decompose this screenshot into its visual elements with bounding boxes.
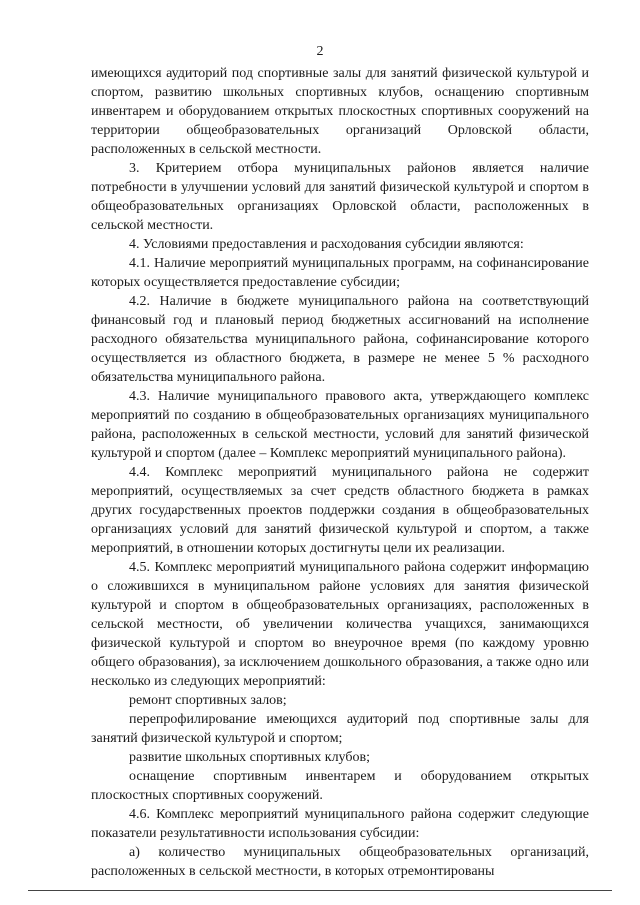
paragraph-4: 4.1. Наличие мероприятий муниципальных программ, на софинансирование которых осуществляется предоставление субсидии; [91, 256, 589, 290]
paragraph-5: 4.2. Наличие в бюджете муниципального района на соответствующий финансовый год и плановый период бюджетных ассигнований на исполнение расходного обязательства муниципального района, софинансирование которого осуществляется из областного бюджета, в размере не менее 5 % расходного обязательства муниципального района. [91, 294, 589, 385]
paragraph-7: 4.4. Комплекс мероприятий муниципального района не содержит мероприятий, осуществляемых за счет средств областного бюджета в рамках других государственных проектов поддержки создания в общеобразовательных организациях условий для занятий физической культурой и спортом, а также мероприятий, в отношении которых достигнуты цели их реализации. [91, 465, 589, 556]
paragraph-14: а) количество муниципальных общеобразовательных организаций, расположенных в сельской местности, в которых отремонтированы [91, 845, 589, 879]
paragraph-2: 3. Критерием отбора муниципальных районов является наличие потребности в улучшении условий для занятий физической культурой и спортом в общеобразовательных организациях Орловской области, расположенных в сельской местности. [91, 161, 589, 233]
paragraph-8: 4.5. Комплекс мероприятий муниципального района содержит информацию о сложившихся в муниципальном районе условиях для занятия физической культурой и спортом в общеобразовательных организациях, расположенных в сельской местности, об увеличении количества учащихся, занимающихся физической культурой и спортом во внеурочное время (по каждому уровню общего образования), за исключением дошкольного образования, а также одно или несколько из следующих мероприятий: [91, 560, 589, 689]
paragraph-9: ремонт спортивных залов; [129, 693, 287, 708]
paragraph-10: перепрофилирование имеющихся аудиторий под спортивные залы для занятий физической культурой и спортом; [91, 712, 589, 746]
paragraph-11: развитие школьных спортивных клубов; [129, 750, 370, 765]
document-body [91, 64, 589, 881]
page-number: 2 [316, 44, 324, 59]
paragraph-3: 4. Условиями предоставления и расходования субсидии являются: [129, 237, 524, 252]
paragraph-6: 4.3. Наличие муниципального правового акта, утверждающего комплекс мероприятий по созданию в общеобразовательных организациях муниципального района, расположенных в сельской местности, условий для занятий физической культурой и спортом (далее – Комплекс мероприятий муниципального района). [91, 389, 589, 461]
paragraph-12: оснащение спортивным инвентарем и оборудованием открытых плоскостных спортивных сооружений. [91, 769, 589, 803]
bottom-divider [28, 890, 612, 891]
paragraph-1: имеющихся аудиторий под спортивные залы для занятий физической культурой и спортом, развитию школьных спортивных клубов, оснащению спортивным инвентарем и оборудованием открытых плоскостных спортивных сооружений на территории общеобразовательных организаций Орловской области, расположенных в сельской местности. [91, 66, 589, 157]
paragraph-13: 4.6. Комплекс мероприятий муниципального района содержит следующие показатели результативности использования субсидии: [91, 807, 589, 841]
